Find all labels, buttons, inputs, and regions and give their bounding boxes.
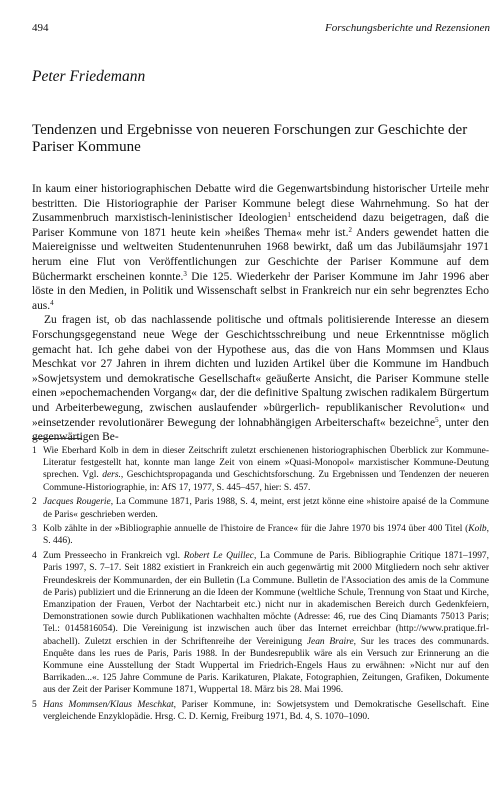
article-title: Tendenzen und Ergebnisse von neueren Forschungen zur Geschichte der Pariser Kommune (32, 122, 468, 155)
footnote-number: 2 (32, 497, 37, 508)
running-title: Forschungsberichte und Rezensionen (325, 22, 490, 34)
footnote (32, 496, 489, 520)
body-paragraph (32, 182, 489, 313)
footnote (32, 699, 489, 723)
author-name: Peter Friedemann (32, 68, 146, 85)
page-header (32, 22, 490, 34)
italic-text: Hans Mommsen/Klaus Meschkat (43, 700, 174, 711)
body-paragraph (32, 313, 489, 444)
article-body (32, 182, 489, 445)
footnote-text (43, 496, 489, 520)
text-run: Zum Presseecho in Frankreich vgl. (43, 551, 184, 562)
footnote-reference[interactable]: 1 (287, 211, 291, 220)
italic-text: Kolb (468, 524, 487, 535)
footnote (32, 445, 489, 494)
footnote-number: 4 (32, 551, 37, 562)
footnote-text (43, 523, 489, 547)
text-run: , La Commune de Paris. Bibliographie Critique 1871–1997, Paris 1997, S. 7–17. Seit 1882 existiert in Frankreich ein auch gegenwärtig mit 2000 Mitgliedern noch sehr aktiver Freundeskreis der Kommunarden, der ein Bulletin (La Commune. Bulletin de l'Association des amis de la Commune de Paris) publiziert und die Erinnerung an die Ideen der Kommune (weltliche Schule, Trennung von Staat und Kirche, Emanzipation der Frauen, Verbot der Nachtarbeit etc.) nicht nur in akademischen Bereich durch Gedenkfeiern, Demonstrationen sowie durch Publikationen wachhalten möchte (Adresse: 46, rue des Cinq Diamants 75013 Paris; Tel.: 0145816054). Die Vereinigung ist inzwischen auch über das Internet erreichbar (http://www.pratique.frl-abachell). Zuletzt erschien in der Schriftenreihe der Vereinigung (43, 551, 489, 647)
text-run: Die 125. Wiederkehr der Pariser Kommune im Jahr 1996 aber löste in den Medien, in Politik und Wissenschaft selbst in Frankreich nur ein sehr begrenztes Echo aus. (32, 270, 489, 312)
italic-text: ders. (102, 470, 121, 481)
italic-text: Robert Le Quillec (183, 551, 254, 562)
text-run: Wie Eberhard Kolb in dem in dieser Zeitschrift zuletzt erschienenen historiographischen Überblick zur Kommune-Literatur festgestellt hat, konnte man lange Zeit von einem »Quasi-Monopol« marxistischer Kommune-Deutung sprechen. Vgl. (43, 446, 489, 481)
footnote-text (43, 445, 489, 494)
text-run: Zu fragen ist, ob das nachlassende politische und oftmals politisierende Interesse an diesem Forschungsgegenstand neue Wege der Geschichtsschreibung und neue Erkenntnisse möglich gemacht hat. Ich gehe dabei von der Hypothese aus, das die von Hans Mommsen und Klaus Meschkat vor 27 Jahren in ihrem dichten und luziden Artikel über die Kommune im Handbuch »Sowjetsystem und demokratische Gesellschaft« geäußerte Ansicht, die Pariser Kommune stelle einen »epochemachenden Vorgang« dar, der die definitive Spaltung zwischen radikalem Bürgertum und Arbeiterbewegung, zwischen auslaufender »bürgerlich- republikanischer Revolution« und »einsetzender revolutionärer Bewegung der lohnabhängigen Arbeiterschaft« bezeichne (32, 314, 489, 429)
text-run: entscheidend dazu beigetragen, daß die Pariser Kommune von 1871 heute kein »heißes Thema« mehr ist. (32, 212, 489, 239)
footnote-number: 5 (32, 700, 37, 711)
footnote (32, 523, 489, 547)
text-run: In kaum einer historiographischen Debatte wird die Gegenwartsbindung historischer Urteile mehr bestritten. Die Historiographie der Pariser Kommune belegt diese Wahrnehmung. So hat der Zusammenbruch marxistisch-leninistischer Ideologien (32, 183, 489, 225)
footnote-reference[interactable]: 5 (435, 415, 439, 424)
footnote-reference[interactable]: 2 (348, 225, 352, 234)
text-run: , S. 446). (43, 524, 489, 547)
footnote-number: 1 (32, 446, 37, 456)
text-run: , Geschichtspropaganda und Geschichtsforschung. Zu Ergebnissen und Tendenzen der neueren Commune-Historiographie, in: AfS 17, 1977, S. 445–457, hier: S. 457. (43, 470, 489, 493)
footnote-divider (32, 438, 82, 439)
footnote-text (43, 699, 489, 723)
footnote-text (43, 550, 489, 696)
text-run: Anders gewendet hatten die Maiereignisse und weltweiten Studentenunruhen 1968 bewirkt, daß um das Jubiläumsjahr 1971 herum eine Flut von Veröffentlichungen zur Geschichte der Pariser Kommune auf dem Büchermarkt erscheinen konnte. (32, 226, 489, 283)
italic-text: Jean Braire (306, 636, 354, 647)
footnote-number: 3 (32, 524, 37, 535)
page-number: 494 (32, 22, 49, 34)
footnote (32, 550, 489, 696)
text-run: , Pariser Kommune, in: Sowjetsystem und Demokratische Gesellschaft. Eine vergleichende Enzyklopädie. Hrsg. C. D. Kernig, Freiburg 1971, Bd. 4, S. 1070–1090. (43, 700, 489, 723)
text-run: , unter den gegenwärtigen Be- (32, 416, 489, 444)
text-run: , La Commune 1871, Paris 1988, S. 4, meint, erst jetzt könne eine »histoire apaisé de la Commune de Paris« geschrieben werden. (43, 497, 489, 520)
text-run: Kolb zählte in der »Bibliographie annuelle de l'histoire de France« für die Jahre 1970 bis 1974 über 400 Titel ( (43, 524, 469, 535)
text-run: , Sur les traces des communards. Enquête dans les rues de Paris, Paris 1988. In der Bundesrepublik wäre als ein Versuch zur Erinnerung an die Kommune eine Ausstellung der Stadt Wuppertal im Friedrich-Engels Haus zu erwähnen: »Nicht nur auf den Barrikaden...«. 125 Jahre Commune de Paris. Karikaturen, Plakate, Fotographien, Zeitungen, Grafiken, Dokumente aus der Zeit der Pariser Kommune 1871, Wuppertal 18. März bis 28. Mai 1996. (43, 636, 489, 696)
footnotes (32, 445, 489, 726)
footnote-reference[interactable]: 3 (183, 269, 187, 278)
footnote-reference[interactable]: 4 (50, 298, 54, 307)
italic-text: Jacques Rougerie (43, 497, 111, 508)
